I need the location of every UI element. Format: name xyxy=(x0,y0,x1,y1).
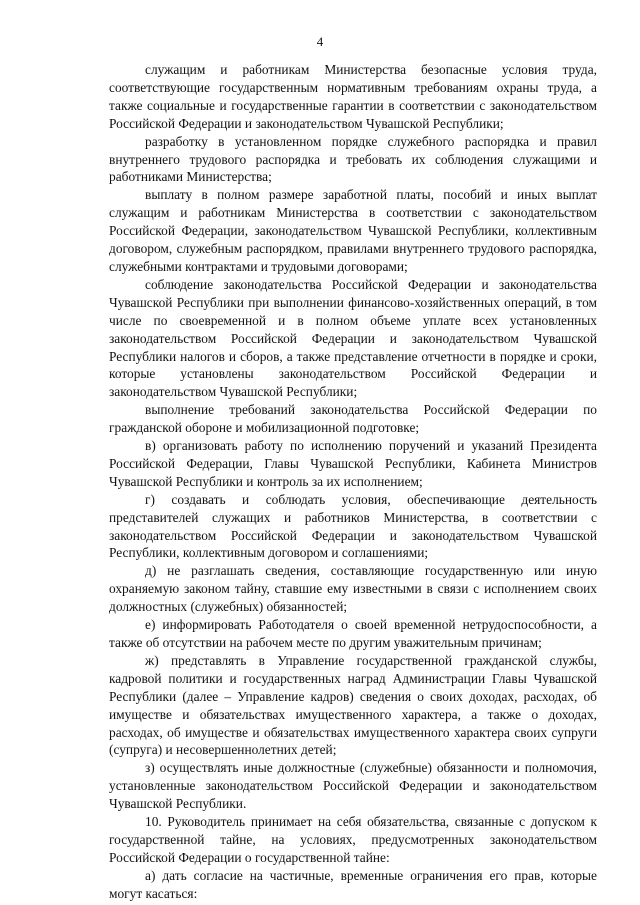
paragraph-8: д) не разглашать сведения, составляющие государственную или иную охраняемую законом тайну, ставшие ему известными в связи с исполнением своих должностных (служебных) обязанностей; xyxy=(109,563,597,615)
paragraph-13: а) дать согласие на частичные, временные ограничения его прав, которые могут касаться: xyxy=(109,867,597,901)
paragraph-5: выполнение требований законодательства Российской Федерации по гражданской обороне и мобилизационной подготовке; xyxy=(109,402,597,436)
paragraph-6: в) организовать работу по исполнению поручений и указаний Президента Российской Федерации, Главы Чувашской Республики, Кабинета Министров Чувашской Республики и контроль за их исполнением; xyxy=(109,438,597,489)
paragraph-12: 10. Руководитель принимает на себя обязательства, связанные с допуском к государственной тайне, на условиях, предусмотренных законодательством Российской Федерации о государственной тайне: xyxy=(109,814,597,865)
paragraph-4: соблюдение законодательства Российской Федерации и законодательства Чувашской Республики при выполнении финансово-хозяйственных операций, в том числе по своевременной и в полном объеме уплате всех установленных законодательством Российской Федерации и законодательством Чувашской Республики налогов и сборов, а также представление отчетности в порядке и сроки, которые установлены законодательством Российской Федерации и законодательством Чувашской Республики; xyxy=(109,276,597,400)
paragraph-10: ж) представлять в Управление государственной гражданской службы, кадровой политики и государственных наград Администрации Главы Чувашской Республики (далее – Управление кадров) сведения о своих доходах, расходах, об имуществе и обязательствах имущественного характера, а также о доходах, расходах, об имуществе и обязательствах имущественного характера своих супруги (супруга) и несовершеннолетних детей; xyxy=(109,652,597,758)
paragraph-2: разработку в установленном порядке служебного распорядка и правил внутреннего трудового распорядка и требовать их соблюдения служащими и работниками Министерства; xyxy=(109,133,597,185)
document-body xyxy=(109,61,597,903)
paragraph-11: з) осуществлять иные должностные (служебные) обязанности и полномочия, установленные законодательством Российской Федерации и законодательством Чувашской Республики. xyxy=(109,760,597,812)
paragraph-3: выплату в полном размере заработной платы, пособий и иных выплат служащим и работникам Министерства в соответствии с законодательством Российской Федерации, законодательством Чувашской Республики, коллективным договором, служебным распорядком, правилами внутреннего трудового распорядка, служебными контрактами и трудовыми договорами; xyxy=(109,187,597,274)
paragraph-9: е) информировать Работодателя о своей временной нетрудоспособности, а также об отсутствии на рабочем месте по другим уважительным причинам; xyxy=(109,617,597,650)
paragraph-7: г) создавать и соблюдать условия, обеспечивающие деятельность представителей служащих и работников Министерства, в соответствии с законодательством Российской Федерации и законодательством Чувашской Республики, коллективным договором и соглашениями; xyxy=(109,491,597,561)
page-number: 4 xyxy=(316,34,324,49)
paragraph-1: служащим и работникам Министерства безопасные условия труда, соответствующие государственным нормативным требованиям охраны труда, а также социальные и государственные гарантии в соответствии с законодательством Российской Федерации и законодательством Чувашской Республики; xyxy=(109,62,597,131)
